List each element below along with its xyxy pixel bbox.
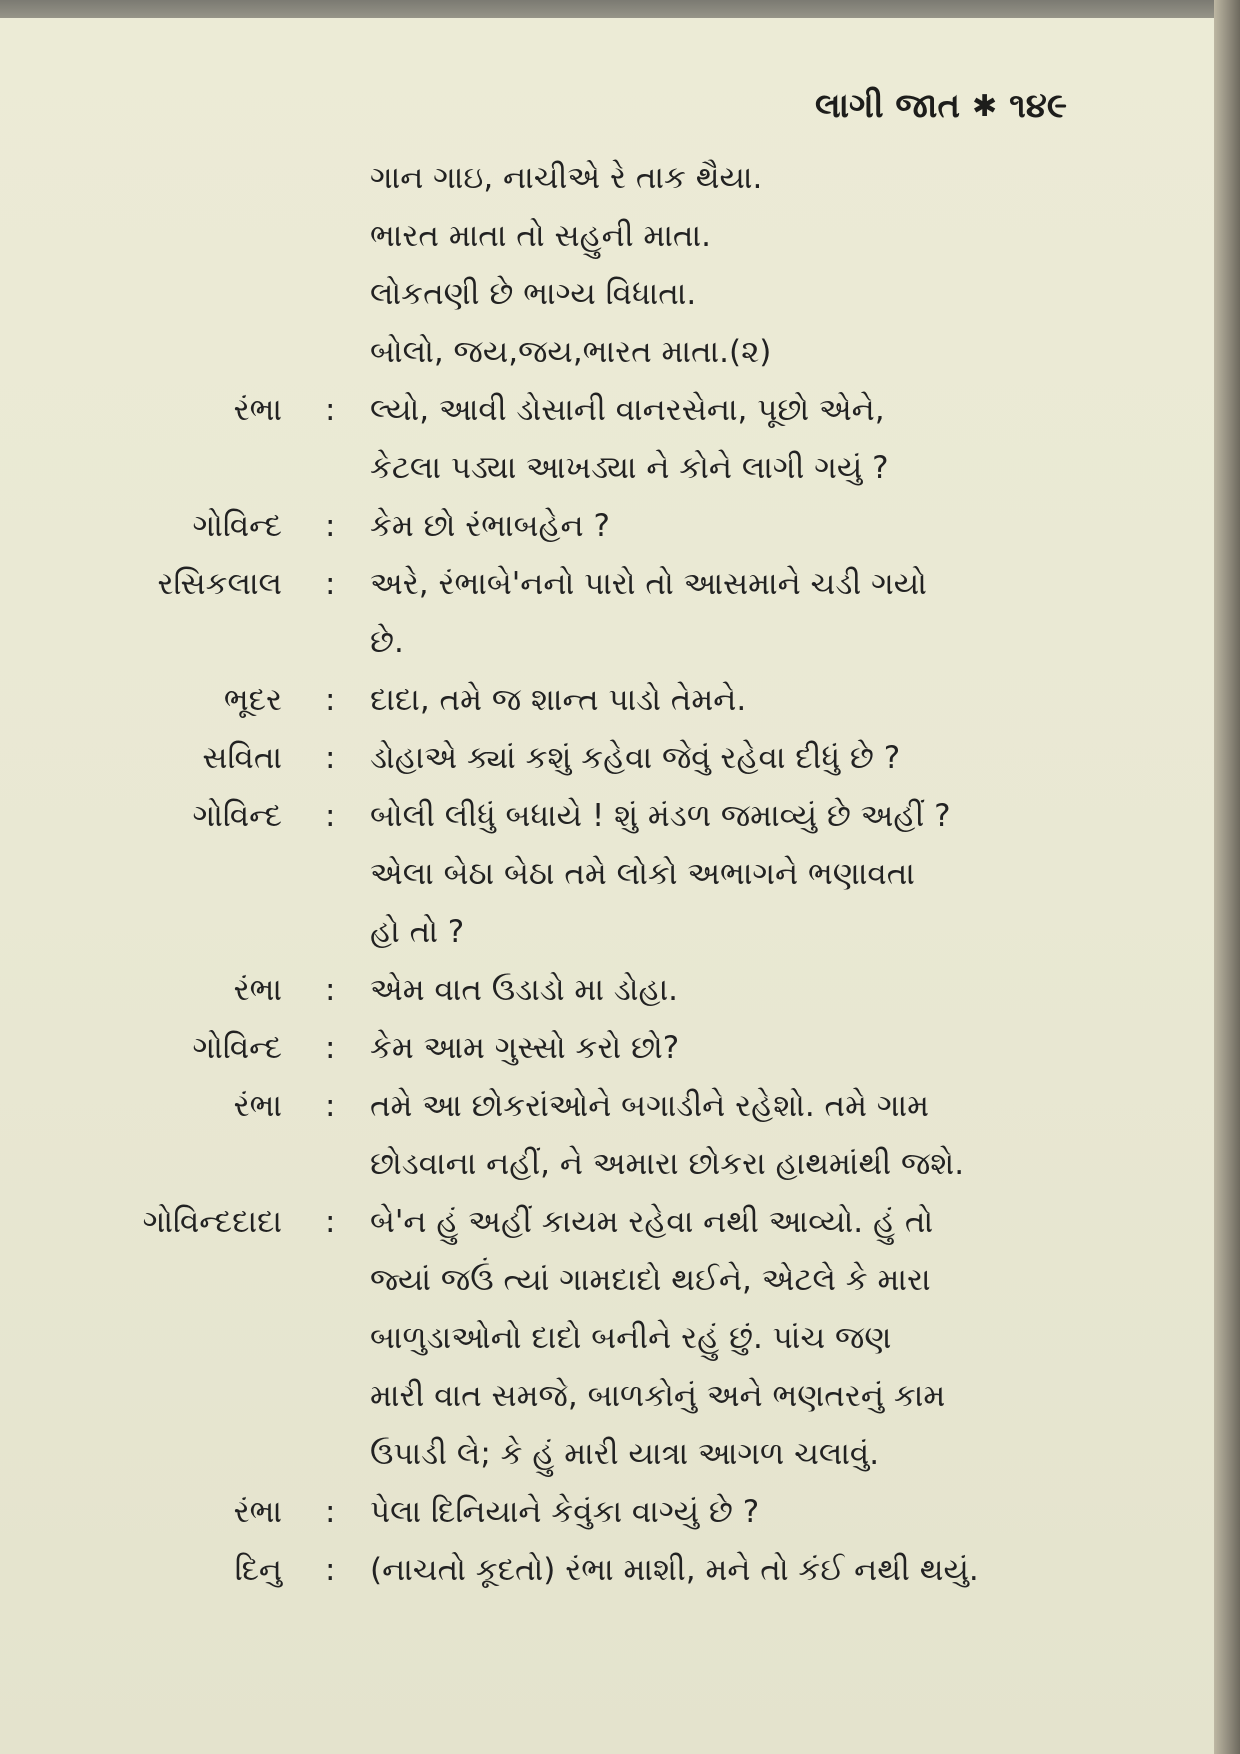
dialogue-line: અરે, રંભાબે'નનો પારો તો આસમાને ચડી ગયો bbox=[370, 566, 927, 602]
speaker-name: રંભા bbox=[233, 392, 282, 428]
dialogue-line: ઉપાડી લે; કે હું મારી યાત્રા આગળ ચલાવું. bbox=[370, 1436, 880, 1472]
speaker-name: રસિકલાલ bbox=[157, 566, 282, 602]
dialogue-line: કેટલા પડ્યા આખડ્યા ને કોને લાગી ગયું ? bbox=[370, 450, 889, 486]
speaker-name: રંભા bbox=[233, 1088, 282, 1124]
header-title: લાગી જાત bbox=[815, 86, 960, 126]
page-right-edge bbox=[1214, 0, 1240, 1754]
dialogue-line: છોડવાના નહીં, ને અમારા છોકરા હાથમાંથી જશે. bbox=[370, 1146, 965, 1182]
dialogue-line: જ્યાં જઉં ત્યાં ગામદાદો થઈને, એટલે કે મારા bbox=[370, 1262, 931, 1298]
speaker-name: રંભા bbox=[233, 1494, 282, 1530]
dialogue-line: હો તો ? bbox=[370, 914, 465, 950]
star-icon: ✱ bbox=[971, 88, 998, 124]
colon-separator: : bbox=[325, 1030, 336, 1066]
dialogue-line: છે. bbox=[370, 624, 404, 660]
colon-separator: : bbox=[325, 1204, 336, 1240]
colon-separator: : bbox=[325, 798, 336, 834]
dialogue-line: તમે આ છોકરાંઓને બગાડીને રહેશો. તમે ગામ bbox=[370, 1088, 929, 1124]
verse-line: લોકતણી છે ભાગ્ય વિધાતા. bbox=[370, 276, 697, 312]
speaker-name: ગોવિન્દદાદા bbox=[142, 1204, 282, 1240]
dialogue-line: ડોહાએ ક્યાં કશું કહેવા જેવું રહેવા દીધું છે ? bbox=[370, 740, 901, 776]
colon-separator: : bbox=[325, 682, 336, 718]
speaker-name: ગોવિન્દ bbox=[192, 798, 282, 834]
dialogue-entry bbox=[0, 682, 1222, 740]
colon-separator: : bbox=[325, 1552, 336, 1588]
speaker-name: ભૂદર bbox=[223, 682, 282, 718]
colon-separator: : bbox=[325, 392, 336, 428]
dialogue-entry bbox=[0, 1204, 1222, 1472]
colon-separator: : bbox=[325, 566, 336, 602]
dialogue-line: દાદા, તમે જ શાન્ત પાડો તેમને. bbox=[370, 682, 747, 718]
speaker-name: ગોવિન્દ bbox=[192, 508, 282, 544]
dialogue-entry bbox=[0, 798, 1222, 950]
dialogue-line: લ્યો, આવી ડોસાની વાનરસેના, પૂછો એને, bbox=[370, 392, 885, 428]
dialogue-line: બાળુડાઓનો દાદો બનીને રહું છું. પાંચ જણ bbox=[370, 1320, 892, 1356]
dialogue-line: એલા બેઠા બેઠા તમે લોકો અભાગને ભણાવતા bbox=[370, 856, 915, 892]
dialogue-entry bbox=[0, 508, 1222, 566]
dialogue-entry bbox=[0, 392, 1222, 486]
speaker-name: રંભા bbox=[233, 972, 282, 1008]
colon-separator: : bbox=[325, 508, 336, 544]
dialogue-line: એમ વાત ઉડાડો મા ડોહા. bbox=[370, 972, 679, 1008]
running-header bbox=[815, 86, 1067, 126]
dialogue-line: કેમ છો રંભાબહેન ? bbox=[370, 508, 610, 544]
colon-separator: : bbox=[325, 1088, 336, 1124]
dialogue-entry bbox=[0, 566, 1222, 660]
speaker-name: ગોવિન્દ bbox=[192, 1030, 282, 1066]
dialogue-entry bbox=[0, 972, 1222, 1030]
dialogue-entry bbox=[0, 1552, 1222, 1610]
dialogue-line: પેલા દિનિયાને કેવુંકા વાગ્યું છે ? bbox=[370, 1494, 760, 1530]
dialogue-line: મારી વાત સમજે, બાળકોનું અને ભણતરનું કામ bbox=[370, 1378, 946, 1414]
colon-separator: : bbox=[325, 1494, 336, 1530]
dialogue-entry bbox=[0, 1494, 1222, 1552]
verse-line: બોલો, જય,જય,ભારત માતા.(૨) bbox=[370, 334, 772, 370]
verse-line: ગાન ગાઇ, નાચીએ રે તાક થૈયા. bbox=[370, 160, 763, 196]
colon-separator: : bbox=[325, 740, 336, 776]
colon-separator: : bbox=[325, 972, 336, 1008]
dialogue-line: બોલી લીધું બધાયે ! શું મંડળ જમાવ્યું છે અહીં ? bbox=[370, 798, 951, 834]
dialogue-entry bbox=[0, 740, 1222, 798]
book-page bbox=[0, 18, 1222, 1754]
speaker-name: દિનુ bbox=[234, 1552, 282, 1588]
dialogue-line: (નાચતો કૂદતો) રંભા માશી, મને તો કંઈ નથી થયું. bbox=[370, 1552, 979, 1588]
dialogue-line: કેમ આમ ગુસ્સો કરો છો? bbox=[370, 1030, 680, 1066]
verse-line: ભારત માતા તો સહુની માતા. bbox=[370, 218, 711, 254]
dialogue-entry bbox=[0, 1088, 1222, 1182]
dialogue-line: બે'ન હું અહીં કાયમ રહેવા નથી આવ્યો. હું તો bbox=[370, 1204, 934, 1240]
page-number: ૧૪૯ bbox=[1009, 86, 1067, 126]
speaker-name: સવિતા bbox=[202, 740, 282, 776]
dialogue-entry bbox=[0, 1030, 1222, 1088]
